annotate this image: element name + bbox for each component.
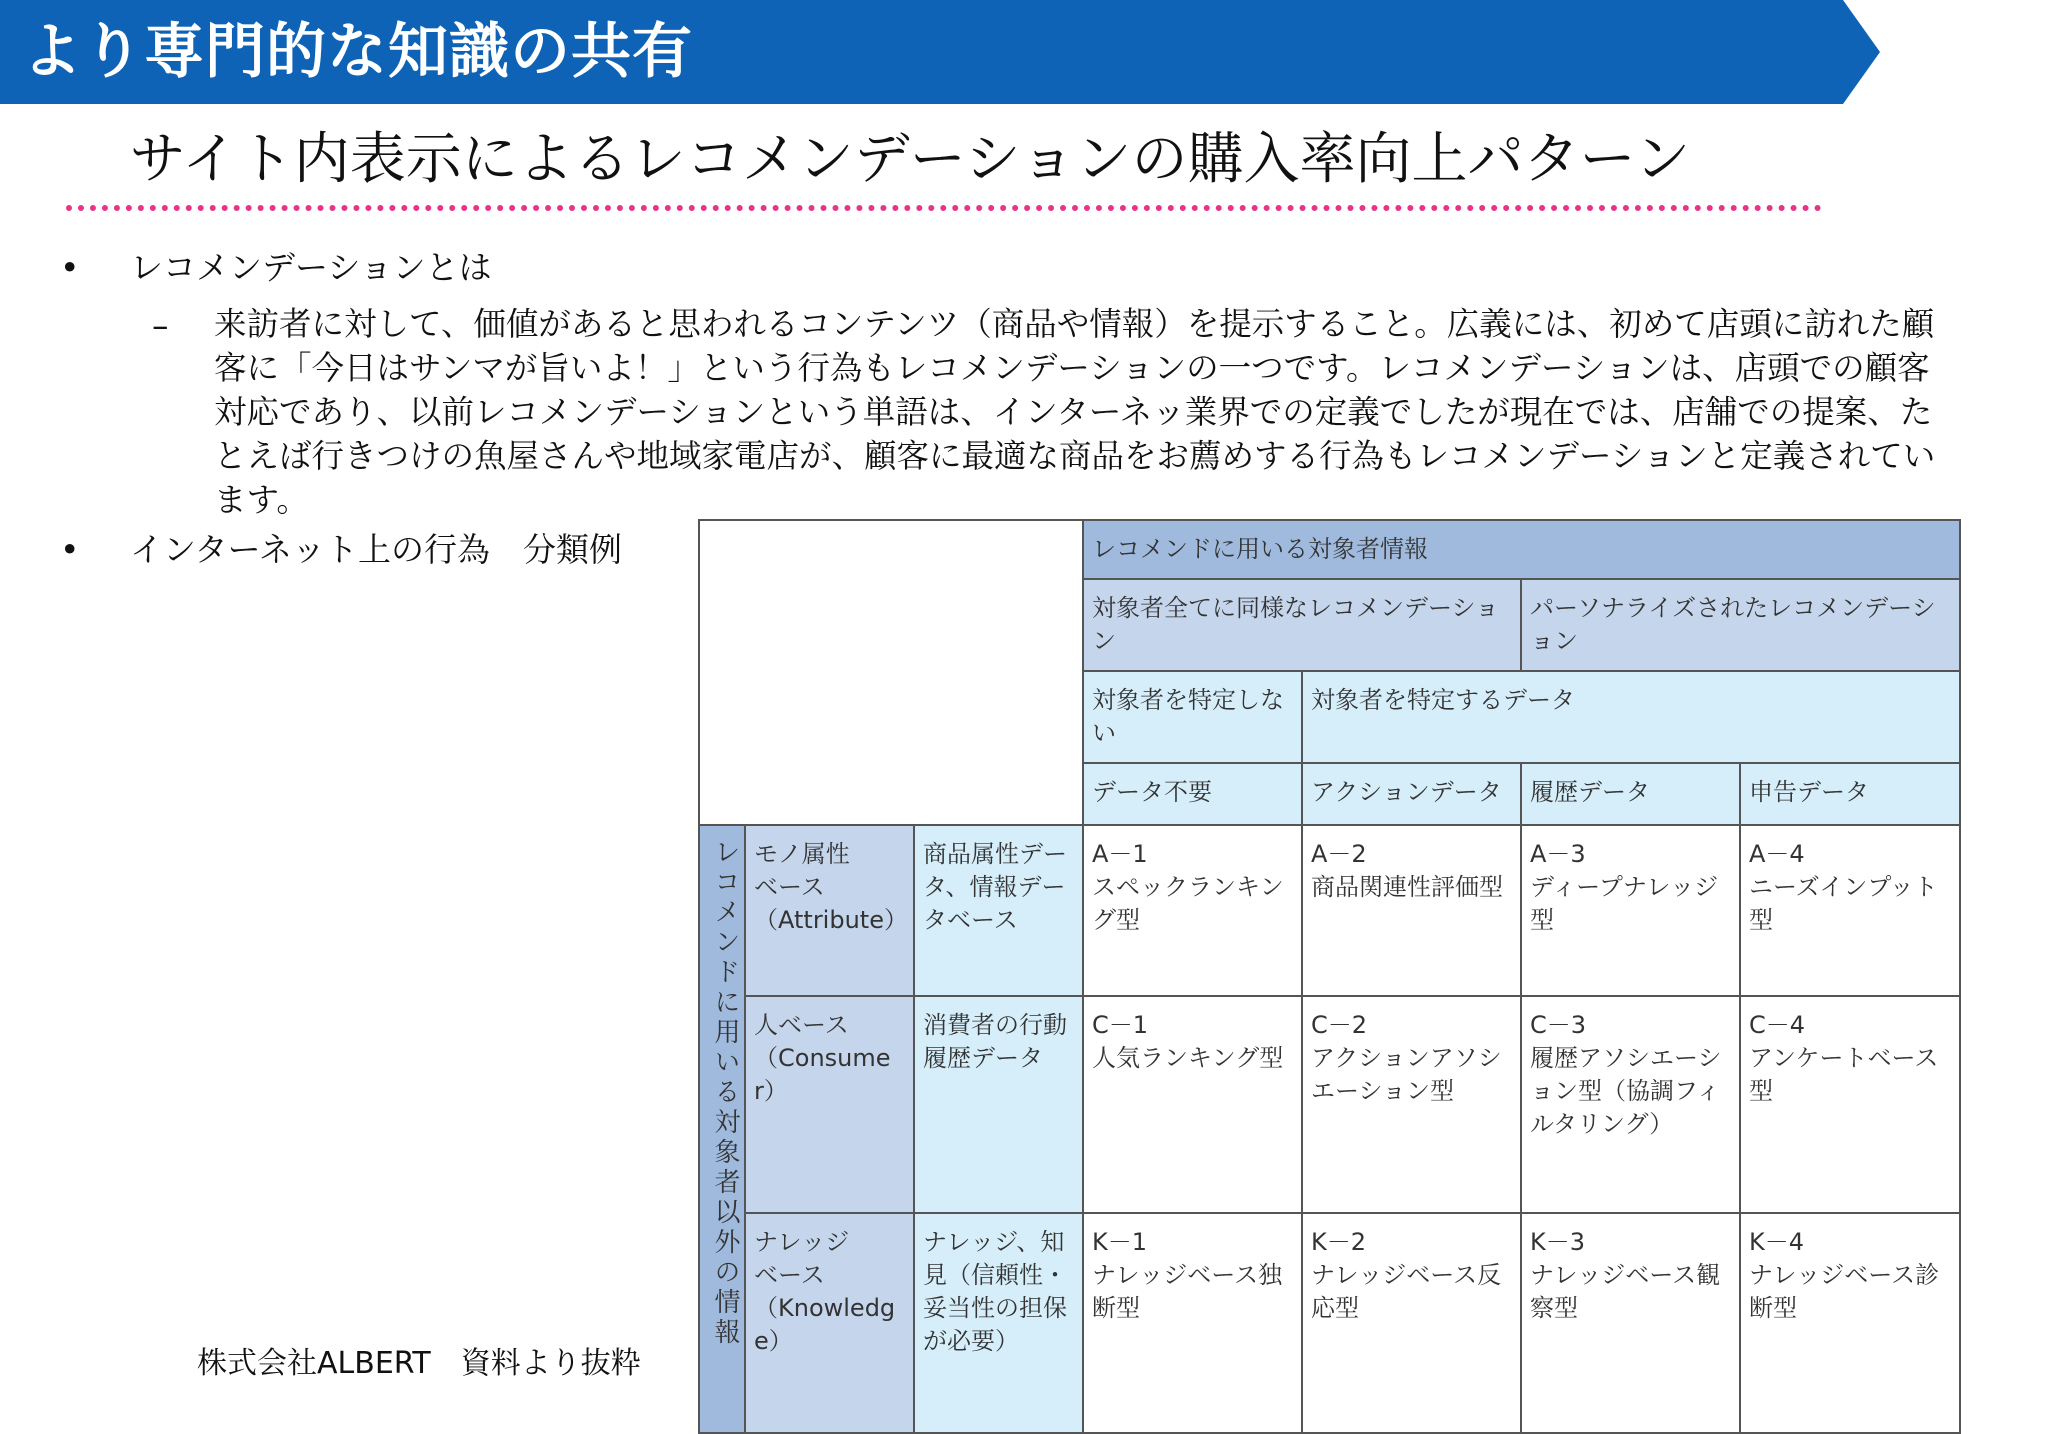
- bullet-text: レコメンデーションとは: [130, 248, 492, 287]
- pattern-code: K－4: [1749, 1228, 1805, 1256]
- base-label-line: モノ属性: [754, 840, 850, 868]
- pattern-cell: [1083, 825, 1302, 996]
- pattern-code: A－2: [1311, 840, 1367, 868]
- base-label-line: 人ベース: [754, 1011, 849, 1039]
- base-label-line: （Attribute）: [754, 906, 908, 934]
- data-source-cell: 消費者の行動履歴データ: [914, 996, 1083, 1213]
- table-row: [699, 1213, 1960, 1433]
- pattern-code: K－2: [1311, 1228, 1367, 1256]
- column-header: 申告データ: [1740, 763, 1960, 825]
- slide-title: サイト内表示によるレコメンデーションの購入率向上パターン: [129, 127, 1691, 192]
- bullet-dot-icon: •: [60, 248, 80, 287]
- pattern-name: ナレッジベース反応型: [1311, 1261, 1502, 1322]
- pattern-name: 履歴アソシエーション型（協調フィルタリング）: [1530, 1044, 1722, 1138]
- base-label-cell: [745, 825, 914, 996]
- base-label-cell: [745, 996, 914, 1213]
- pattern-name: ナレッジベース独断型: [1092, 1261, 1283, 1322]
- no-specific-cell: 対象者を特定しない: [1083, 671, 1302, 763]
- pattern-cell: [1302, 996, 1521, 1213]
- data-source-cell: 商品属性データ、情報データベース: [914, 825, 1083, 996]
- pattern-cell: [1740, 996, 1960, 1213]
- pattern-cell: [1740, 825, 1960, 996]
- pattern-cell: [1521, 996, 1740, 1213]
- data-source-cell: ナレッジ、知見（信頼性・妥当性の担保が必要）: [914, 1213, 1083, 1433]
- column-header: データ不要: [1083, 763, 1302, 825]
- column-header: アクションデータ: [1302, 763, 1521, 825]
- banner-title: より専門的な知識の共有: [22, 17, 693, 87]
- table-row: [699, 996, 1960, 1213]
- pattern-cell: [1083, 1213, 1302, 1433]
- pattern-code: C－4: [1749, 1011, 1806, 1039]
- sub-bullet-text: 来訪者に対して、価値があると思われるコンテンツ（商品や情報）を提示すること。広義には、初めて店頭に訪れた顧客に「今日はサンマが旨いよ！」という行為もレコメンデーションの一つです。レコメンデーションは、店頭での顧客対応であり、以前レコメンデーションという単語は、インターネッ業界での定義でしたが現在では、店舗での提案、たとえば行きつけの魚屋さんや地域家電店が、顧客に最適な商品をお薦めする行為もレコメンデーションと定義されています。: [214, 305, 1936, 519]
- pattern-name: ナレッジベース観察型: [1530, 1261, 1721, 1322]
- pattern-name: 商品関連性評価型: [1311, 873, 1503, 901]
- top-header-cell: レコメンドに用いる対象者情報: [1083, 520, 1960, 579]
- pattern-cell: [1302, 1213, 1521, 1433]
- empty-corner-cell: [699, 520, 1083, 825]
- pattern-name: 人気ランキング型: [1092, 1044, 1284, 1072]
- pattern-cell: [1740, 1213, 1960, 1433]
- pattern-code: A－3: [1530, 840, 1586, 868]
- pattern-cell: [1521, 825, 1740, 996]
- pattern-code: C－2: [1311, 1011, 1368, 1039]
- group-header-same: 対象者全てに同様なレコメンデーション: [1083, 579, 1521, 671]
- pattern-name: ニーズインプット型: [1749, 873, 1938, 934]
- bullet-text: インターネット上の行為 分類例: [130, 530, 623, 569]
- pattern-name: スペックランキング型: [1092, 873, 1284, 934]
- pattern-code: C－3: [1530, 1011, 1587, 1039]
- specific-data-cell: 対象者を特定するデータ: [1302, 671, 1960, 763]
- base-label-line: ナレッジ: [754, 1228, 850, 1256]
- pattern-name: アクションアソシエーション型: [1311, 1044, 1502, 1105]
- pattern-cell: [1302, 825, 1521, 996]
- dotted-divider: [66, 205, 1822, 211]
- pattern-name: ディープナレッジ型: [1530, 873, 1719, 934]
- base-label-line: （Knowledge）: [754, 1294, 896, 1355]
- base-label-line: （Consumer）: [754, 1044, 891, 1105]
- pattern-name: アンケートベース型: [1749, 1044, 1939, 1105]
- pattern-code: C－1: [1092, 1011, 1149, 1039]
- table-row: [699, 825, 1960, 996]
- base-label-line: ベース: [754, 873, 825, 901]
- dash-icon: –: [152, 306, 169, 345]
- column-header: 履歴データ: [1521, 763, 1740, 825]
- pattern-cell: [1083, 996, 1302, 1213]
- pattern-name: ナレッジベース診断型: [1749, 1261, 1940, 1322]
- group-header-personal: パーソナライズされたレコメンデーション: [1521, 579, 1960, 671]
- pattern-code: K－1: [1092, 1228, 1148, 1256]
- source-caption: 株式会社ALBERT 資料より抜粋: [197, 1346, 641, 1381]
- base-label-line: ベース: [754, 1261, 825, 1289]
- vertical-label: レコメンドに用いる対象者以外の情報: [710, 838, 740, 1348]
- pattern-code: A－1: [1092, 840, 1148, 868]
- recommendation-table: [698, 519, 1961, 1434]
- pattern-code: K－3: [1530, 1228, 1586, 1256]
- pattern-code: A－4: [1749, 840, 1805, 868]
- base-label-cell: [745, 1213, 914, 1433]
- vertical-label-cell: [699, 825, 745, 1433]
- bullet-dot-icon: •: [60, 530, 80, 569]
- pattern-cell: [1521, 1213, 1740, 1433]
